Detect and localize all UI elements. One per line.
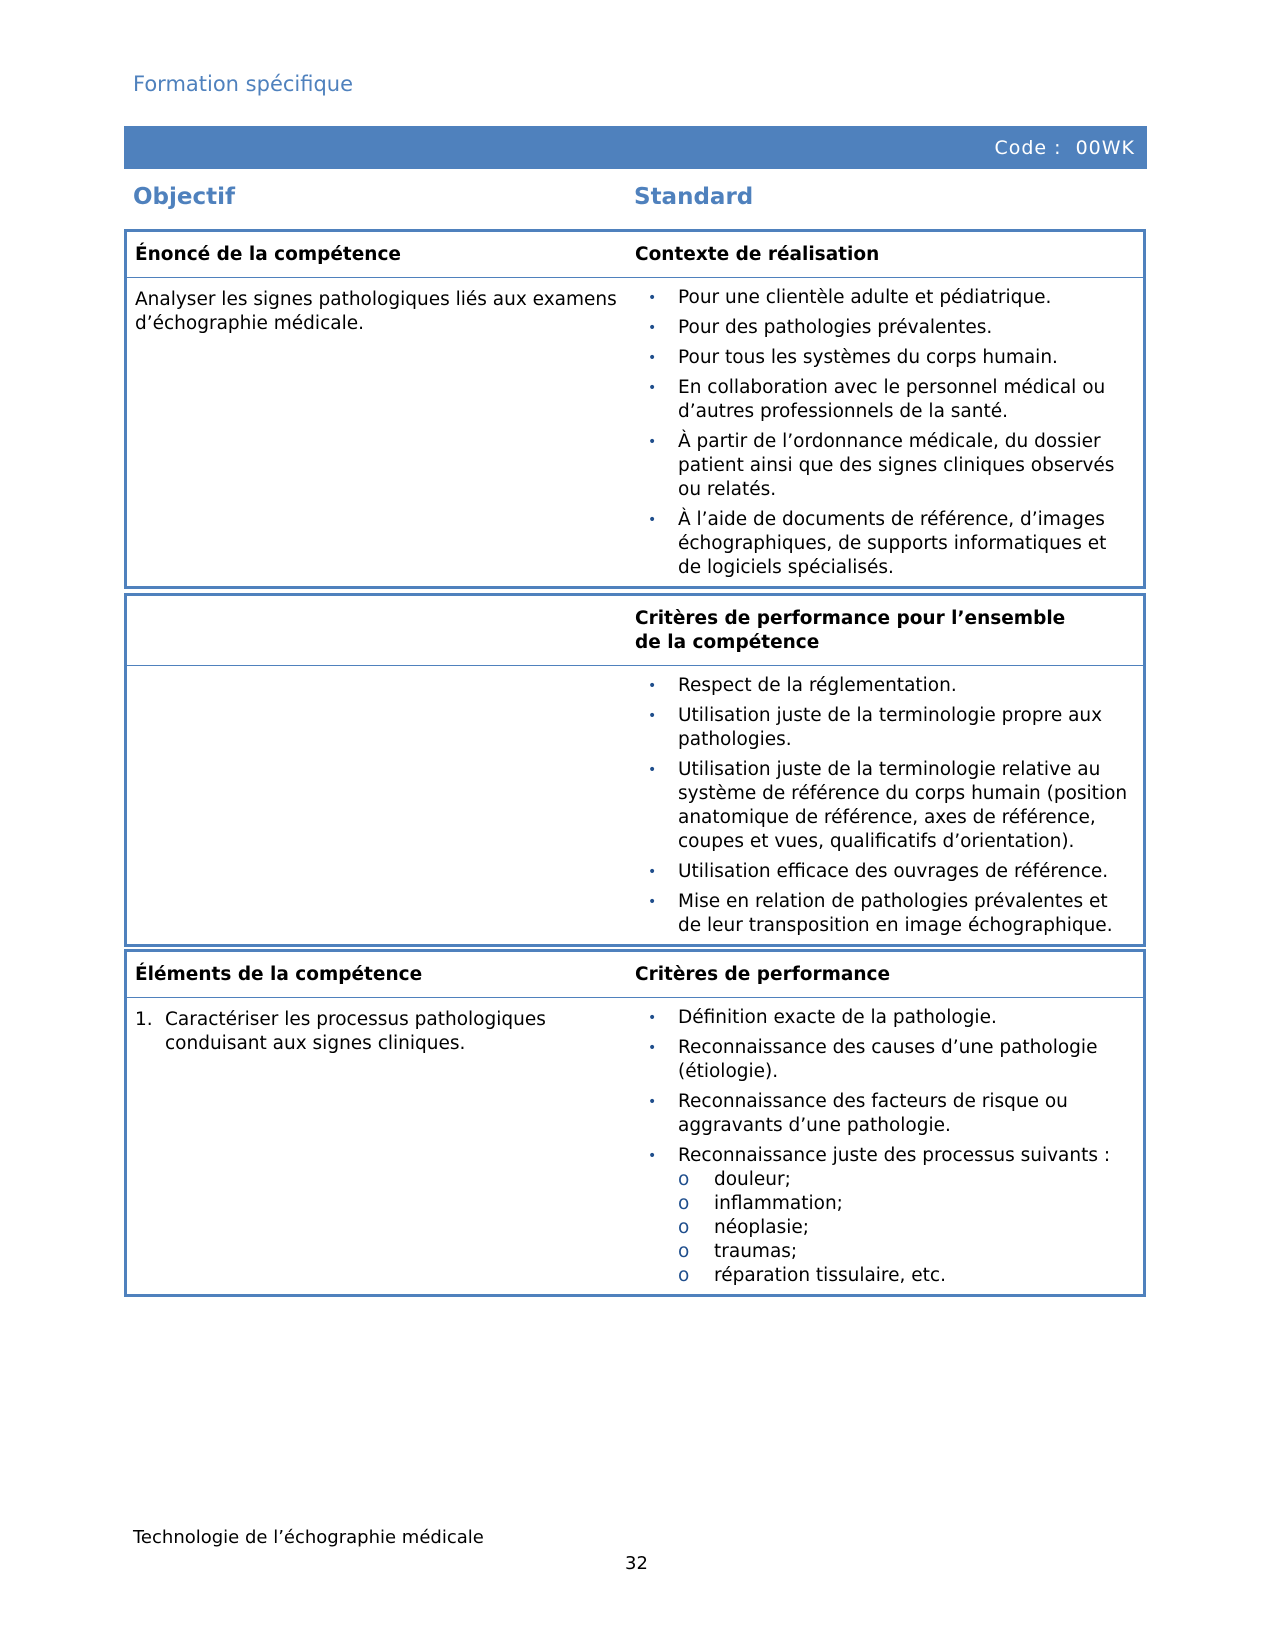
table-body-row	[127, 998, 1143, 1294]
list-item: • Utilisation efficace des ouvrages de référence.	[648, 861, 1109, 882]
list-item: • En collaboration avec le personnel médical ou d’autres professionnels de la santé.	[648, 377, 1106, 422]
contexte-header: Contexte de réalisation	[635, 244, 880, 265]
list-item: • À partir de l’ordonnance médicale, du dossier patient ainsi que des signes cliniques observés ou relatés.	[648, 431, 1115, 500]
processus-sublist	[678, 1168, 1135, 1288]
list-item: • Mise en relation de pathologies prévalentes et de leur transposition en image échographique.	[648, 891, 1113, 936]
sub-list-item: o néoplasie;	[678, 1217, 810, 1238]
list-item: • Utilisation juste de la terminologie propre aux pathologies.	[648, 705, 1103, 750]
objectif-heading: Objectif	[133, 184, 236, 210]
circle-bullet-icon: o	[678, 1265, 690, 1286]
list-item: • Définition exacte de la pathologie.	[648, 1007, 997, 1028]
enonce-header: Énoncé de la compétence	[135, 244, 401, 265]
circle-bullet-icon: o	[678, 1169, 690, 1190]
list-item: • Reconnaissance des facteurs de risque ou aggravants d’une pathologie.	[648, 1091, 1068, 1136]
bullet-icon: •	[648, 678, 657, 694]
bullet-icon: •	[648, 350, 657, 366]
sub-list-item: o douleur;	[678, 1169, 791, 1190]
criteres-header: Critères de performance	[635, 964, 891, 985]
empty-header-cell	[127, 596, 627, 665]
code-banner	[124, 126, 1147, 169]
bullet-icon: •	[648, 290, 657, 306]
bullet-icon: •	[648, 320, 657, 336]
element-cell	[127, 998, 627, 1294]
table-header-row	[127, 596, 1143, 666]
bullet-icon: •	[648, 512, 657, 528]
enonce-text: Analyser les signes pathologiques liés aux examens d’échographie médicale.	[135, 289, 617, 334]
element-number: 1.	[135, 1009, 153, 1030]
list-item: • Respect de la réglementation.	[648, 675, 957, 696]
table-header-row	[127, 232, 1143, 278]
contexte-list	[635, 286, 1135, 580]
page-number: 32	[625, 1553, 648, 1574]
criteres-list	[635, 1006, 1135, 1288]
list-item: • Pour une clientèle adulte et pédiatrique.	[648, 287, 1052, 308]
list-item: • Pour tous les systèmes du corps humain.	[648, 347, 1058, 368]
list-item: • Pour des pathologies prévalentes.	[648, 317, 993, 338]
bullet-icon: •	[648, 1040, 657, 1056]
list-item: • Reconnaissance juste des processus suivants : o douleur; o inflammation; o néoplasie; o traumas; o réparation tissulaire, etc.	[635, 1144, 1135, 1288]
list-item: • Utilisation juste de la terminologie relative au système de référence du corps humain (position anatomique de référence, axes de référence, coupes et vues, qualificatifs d’orientation).	[648, 759, 1128, 852]
bullet-icon: •	[648, 864, 657, 880]
bullet-icon: •	[648, 894, 657, 910]
criteres-ensemble-cell	[627, 666, 1143, 944]
footer-title: Technologie de l’échographie médicale	[133, 1527, 484, 1548]
elements-header: Éléments de la compétence	[135, 964, 423, 985]
standard-heading: Standard	[634, 184, 754, 210]
list-item: • Reconnaissance des causes d’une pathologie (étiologie).	[648, 1037, 1098, 1082]
table-body-row	[127, 278, 1143, 586]
criteres-ensemble-list	[635, 674, 1135, 938]
bullet-icon: •	[648, 1148, 657, 1164]
bullet-icon: •	[648, 434, 657, 450]
bullet-icon: •	[648, 1010, 657, 1026]
elements-criteres-table	[124, 949, 1146, 1297]
bullet-icon: •	[648, 708, 657, 724]
criteres-ensemble-header: Critères de performance pour l’ensemble de la compétence	[635, 608, 1066, 653]
bullet-icon: •	[648, 1094, 657, 1110]
section-title: Formation spécifique	[133, 72, 354, 96]
criteres-ensemble-table	[124, 593, 1146, 947]
list-item: • À l’aide de documents de référence, d’images échographiques, de supports informatiques et de logiciels spécialisés.	[648, 509, 1107, 578]
contexte-cell	[627, 278, 1143, 586]
element-text: Caractériser les processus pathologiques conduisant aux signes cliniques.	[165, 1009, 546, 1054]
sub-list-item: o inflammation;	[678, 1193, 843, 1214]
sub-list-item: o traumas;	[678, 1241, 798, 1262]
element-item	[135, 1008, 619, 1056]
table-header-row	[127, 952, 1143, 998]
circle-bullet-icon: o	[678, 1193, 690, 1214]
circle-bullet-icon: o	[678, 1241, 690, 1262]
sub-list-item: o réparation tissulaire, etc.	[678, 1265, 946, 1286]
code-value: 00WK	[1075, 136, 1135, 159]
circle-bullet-icon: o	[678, 1217, 690, 1238]
table-body-row	[127, 666, 1143, 944]
empty-body-cell	[127, 666, 627, 944]
criteres-cell	[627, 998, 1143, 1294]
code-label: Code :	[994, 136, 1062, 159]
bullet-icon: •	[648, 762, 657, 778]
bullet-icon: •	[648, 380, 657, 396]
enonce-contexte-table	[124, 229, 1146, 589]
